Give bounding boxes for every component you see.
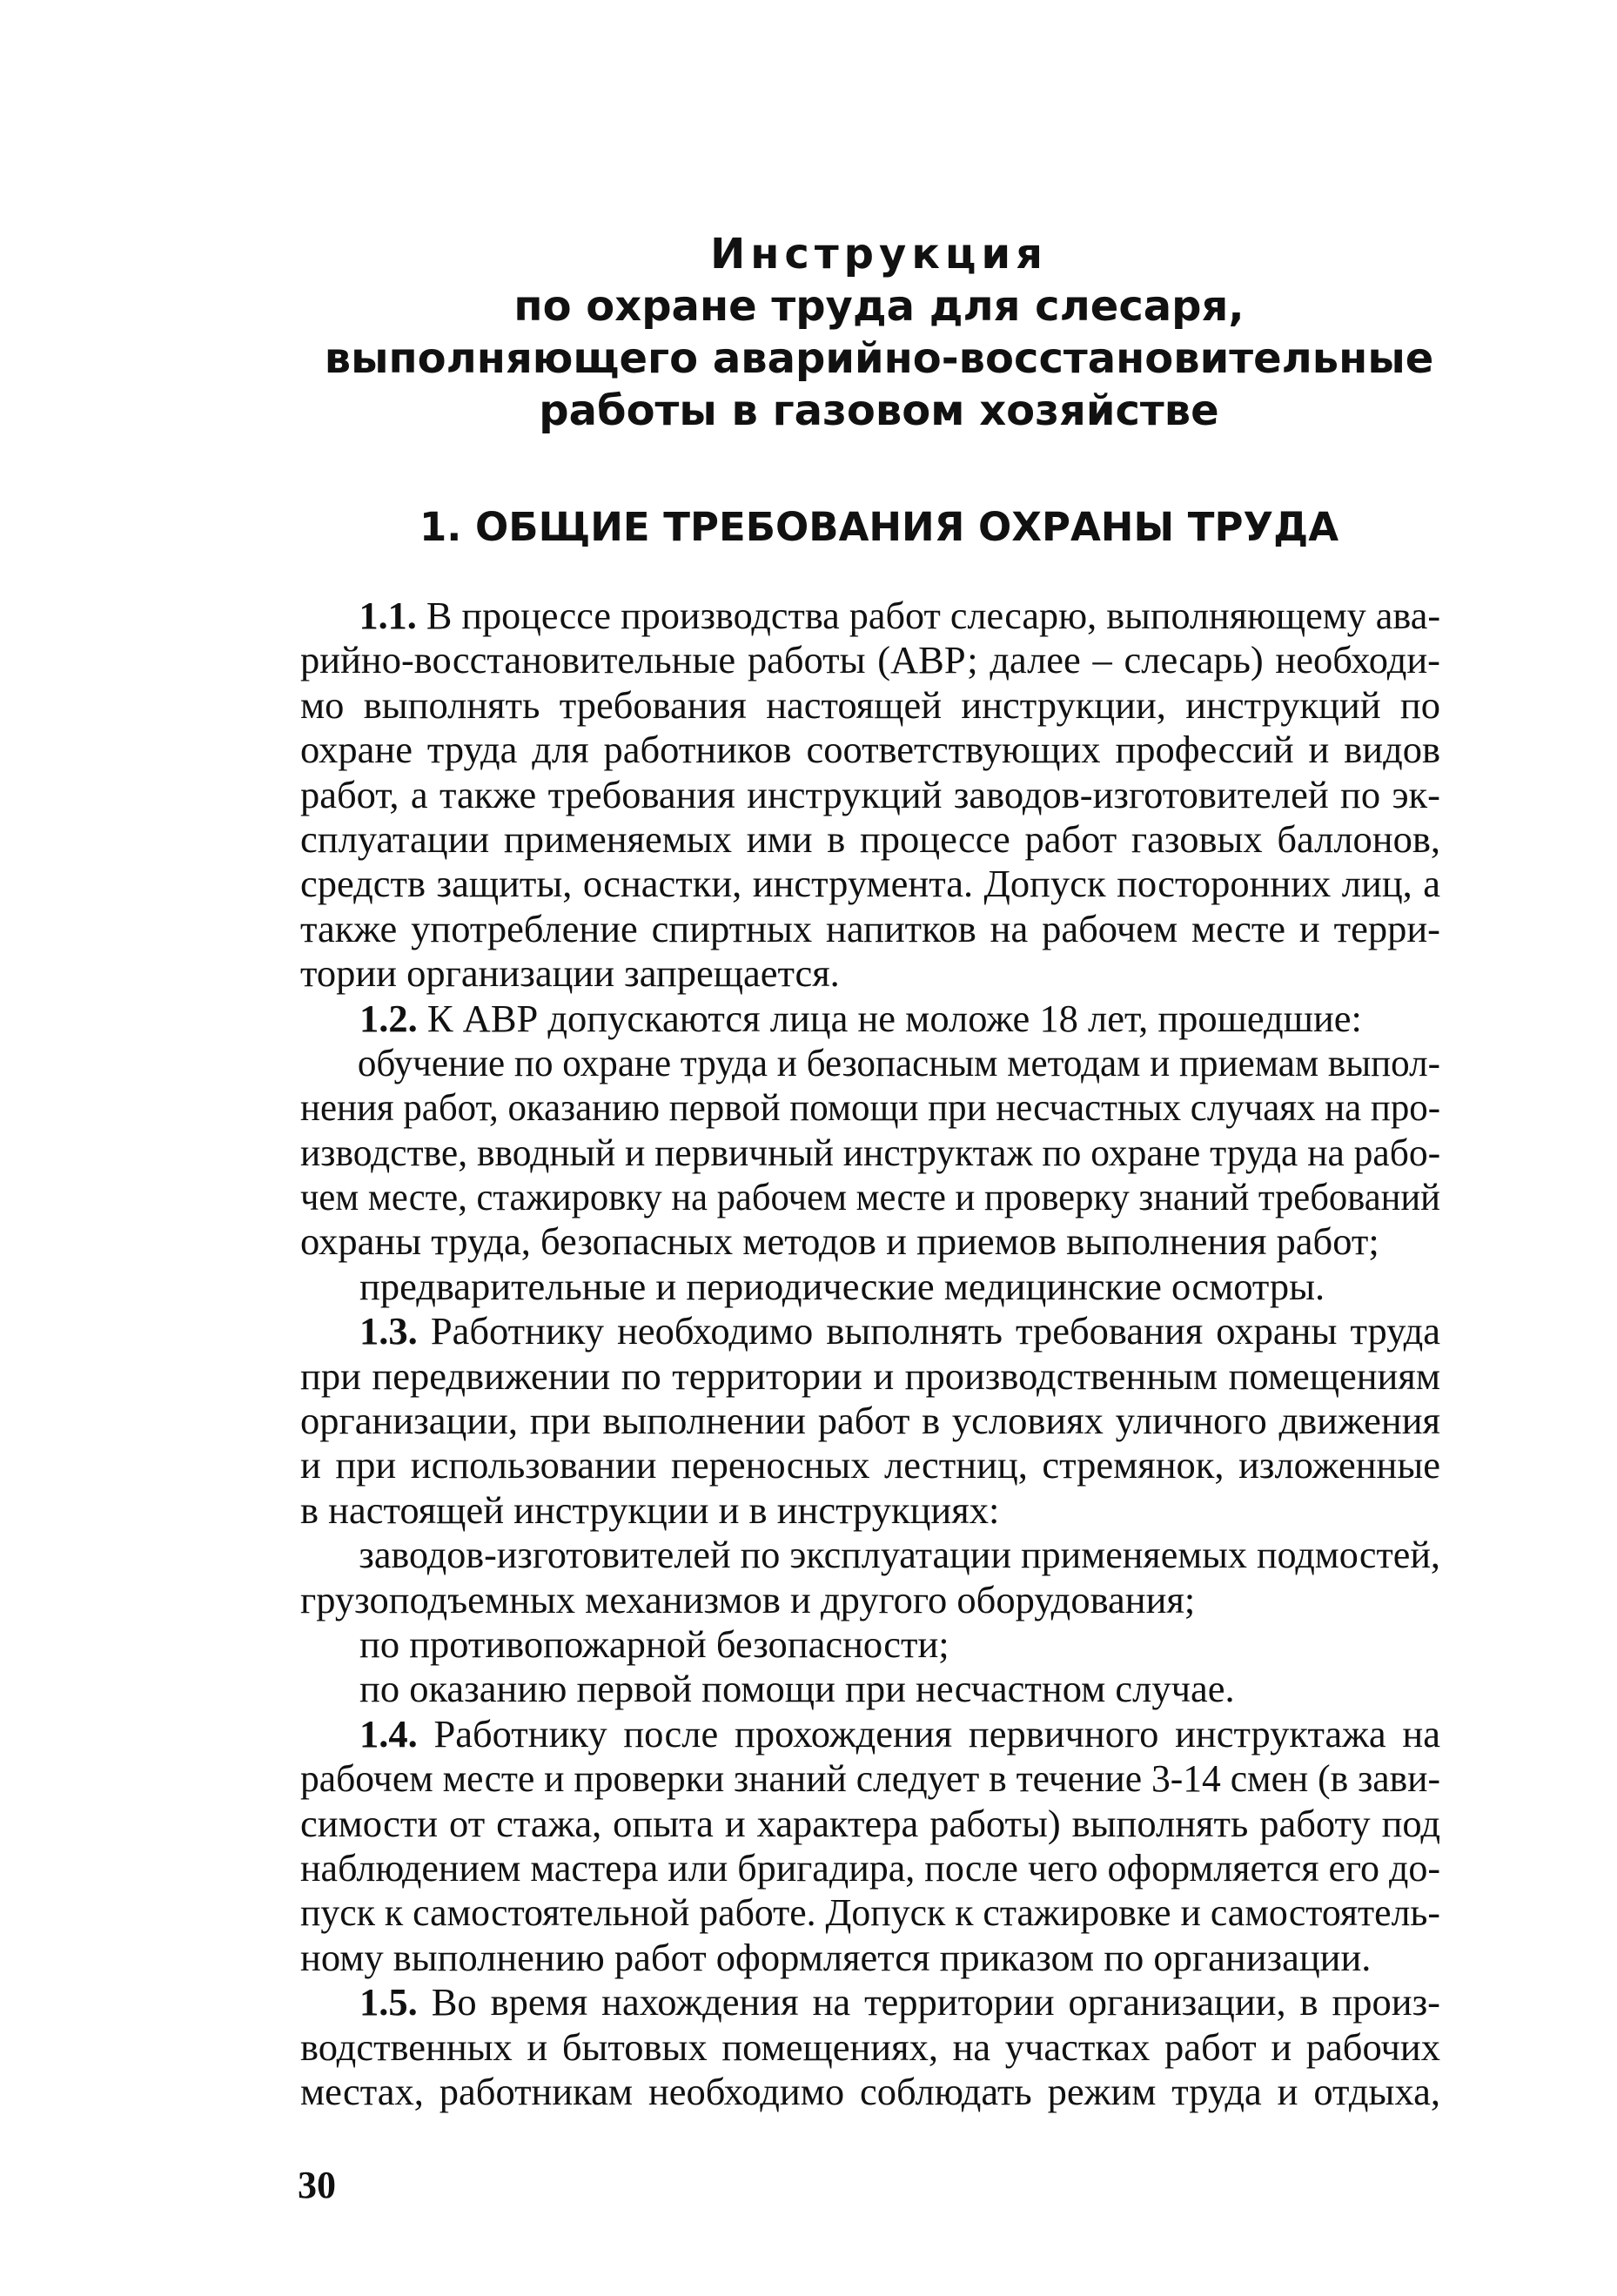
text-line: по противопожарной безопасности;: [359, 1621, 949, 1666]
text-line: 1.4. Работнику после прохождения первичного инструктажа на: [359, 1711, 1440, 1756]
text-line: охраны труда, безопасных методов и приемов выполнения работ;: [300, 1219, 1379, 1264]
title-line-2: по охране труда для слесаря,: [513, 282, 1245, 331]
text-line: ному выполнению работ оформляется приказом по организации.: [300, 1935, 1372, 1979]
clause-number: 1.4.: [359, 1711, 418, 1756]
text-line: заводов-изготовителей по эксплуатации применяемых подмостей,: [359, 1533, 1440, 1577]
clause-number: 1.5.: [359, 1980, 418, 2024]
text-line: сплуатации применяемых ими в процессе работ газовых баллонов,: [300, 816, 1440, 861]
text-line: обучение по охране труда и безопасным методам и приемам выпол-: [357, 1040, 1440, 1084]
text-line: тории организации запрещается.: [300, 951, 840, 996]
text-line: работ, а также требования инструкций заводов-изготовителей по эк-: [300, 772, 1440, 816]
text-line: рабочем месте и проверки знаний следует в течение 3-14 смен (в зави-: [300, 1756, 1441, 1801]
text-line: 1.3. Работнику необходимо выполнять требования охраны труда: [359, 1309, 1440, 1353]
document-title: [287, 228, 1471, 437]
text-line: водственных и бытовых помещениях, на участках работ и рабочих: [300, 2024, 1440, 2069]
text-line: охране труда для работников соответствующих профессий и видов: [300, 728, 1440, 772]
text-line: и при использовании переносных лестниц, стремянок, изложенные: [300, 1443, 1440, 1487]
text-line: 1.1. В процессе производства работ слесарю, выполняющему ава-: [359, 594, 1441, 637]
title-line-1: Инструкция: [710, 230, 1048, 279]
text-line: мо выполнять требования настоящей инструкции, инструкций по: [300, 682, 1440, 727]
text-line: пуск к самостоятельной работе. Допуск к стажировке и самостоятель-: [300, 1890, 1440, 1935]
clause-number: 1.3.: [359, 1309, 418, 1353]
text-line: при передвижении по территории и производственным помещениям: [300, 1353, 1440, 1398]
title-line-3: выполняющего аварийно-восстановительные: [324, 334, 1434, 383]
section-heading: 1. ОБЩИЕ ТРЕБОВАНИЯ ОХРАНЫ ТРУДА: [419, 504, 1339, 550]
text-line: предварительные и периодические медицинские осмотры.: [359, 1264, 1325, 1308]
text-line: симости от стажа, опыта и характера работы) выполнять работу под: [300, 1801, 1440, 1845]
text-line: в настоящей инструкции и в инструкциях:: [300, 1487, 1000, 1532]
text-line: рийно-восстановительные работы (АВР; далее – слесарь) необходи-: [300, 638, 1440, 682]
text-line: организации, при выполнении работ в условиях уличного движения: [300, 1399, 1440, 1443]
title-line-4: работы в газовом хозяйстве: [539, 386, 1219, 435]
clause-number: 1.2.: [359, 996, 418, 1040]
text-line: 1.5. Во время нахождения на территории организации, в произ-: [359, 1980, 1440, 2024]
text-line: 1.2. К АВР допускаются лица не моложе 18 лет, прошедшие:: [359, 996, 1362, 1040]
text-line: чем месте, стажировку на рабочем месте и проверку знаний требований: [300, 1175, 1440, 1219]
body-text: [300, 594, 1440, 2114]
text-line: местах, работникам необходимо соблюдать режим труда и отдыха,: [300, 2069, 1440, 2113]
text-line: также употребление спиртных напитков на рабочем месте и терри-: [300, 906, 1440, 950]
page-number: 30: [298, 2164, 336, 2206]
clause-number: 1.1.: [359, 594, 417, 637]
text-line: по оказанию первой помощи при несчастном случае.: [359, 1667, 1235, 1711]
text-line: изводстве, вводный и первичный инструктаж по охране труда на рабо-: [300, 1130, 1441, 1174]
text-line: грузоподъемных механизмов и другого оборудования;: [300, 1577, 1196, 1621]
text-line: нения работ, оказанию первой помощи при несчастных случаях на про-: [300, 1085, 1441, 1130]
text-line: наблюдением мастера или бригадира, после чего оформляется его до-: [300, 1845, 1441, 1890]
text-line: средств защиты, оснастки, инструмента. Допуск посторонних лиц, а: [300, 862, 1440, 906]
